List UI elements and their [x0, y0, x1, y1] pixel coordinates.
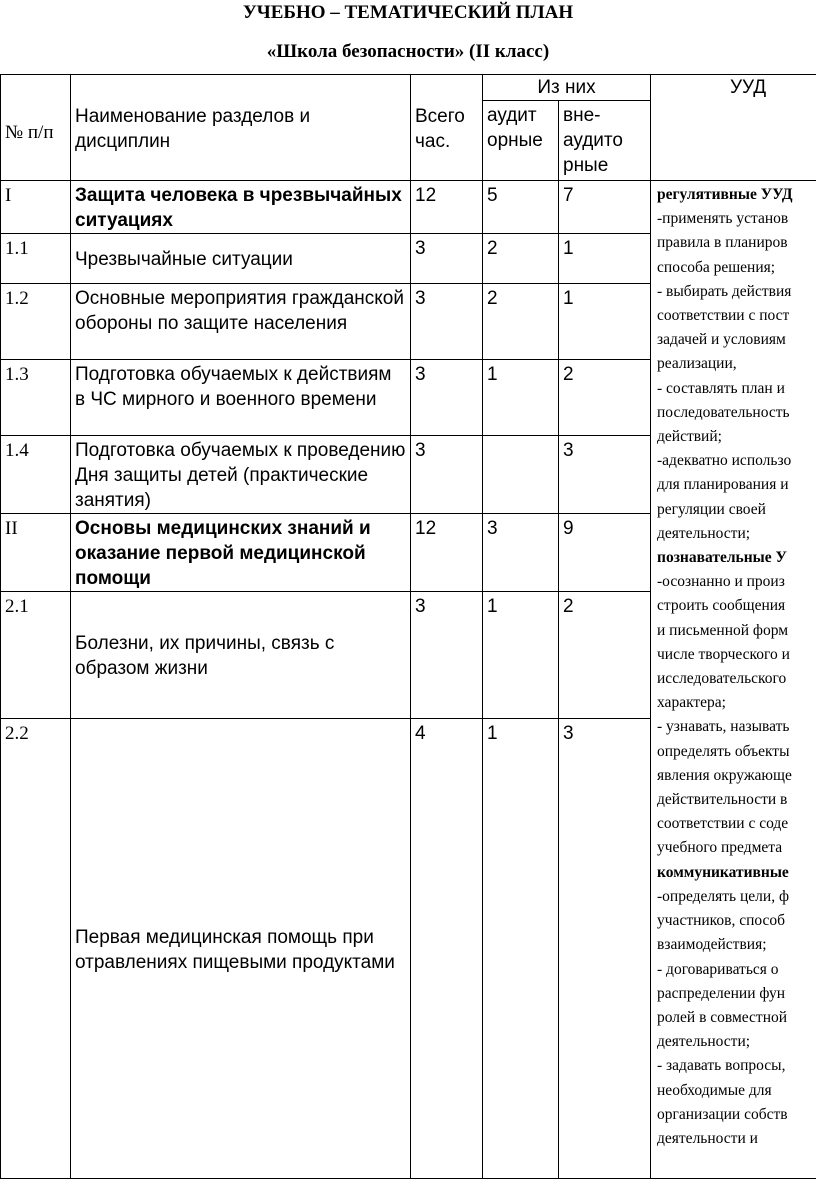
uud-line: взаимодействия;: [657, 936, 767, 954]
uud-line: необходимые для: [657, 1081, 772, 1099]
row-num: 1.3: [1, 360, 71, 436]
row-name: Первая медицинская помощь при отравлениях пищевыми продуктами: [71, 719, 411, 1179]
row-extra: 9: [559, 514, 651, 592]
uud-line: исследовательского: [657, 670, 787, 688]
row-num: II: [1, 514, 71, 592]
row-aud: 5: [483, 181, 559, 234]
row-total: 3: [411, 234, 483, 284]
row-name: Болезни, их причины, связь с образом жизни: [71, 592, 411, 719]
row-name: Основы медицинских знаний и оказание первой медицинской помощи: [71, 514, 411, 592]
row-extra: 2: [559, 592, 651, 719]
row-num: 1.4: [1, 436, 71, 514]
uud-line: -определять цели, ф: [657, 887, 789, 905]
uud-line: определять объекты: [657, 742, 790, 760]
row-extra: 7: [559, 181, 651, 234]
uud-line: деятельности и: [657, 1129, 758, 1147]
row-aud: 3: [483, 514, 559, 592]
uud-line: коммуникативные: [657, 863, 789, 881]
uud-line: явления окружающе: [657, 766, 792, 784]
row-aud: 1: [483, 360, 559, 436]
uud-line: - составлять план и: [657, 379, 785, 397]
uud-line: строить сообщения: [657, 597, 786, 615]
row-name: Чрезвычайные ситуации: [71, 234, 411, 284]
uud-line: реализации,: [657, 355, 737, 373]
row-name: Основные мероприятия гражданской обороны по защите населения: [71, 284, 411, 360]
uud-line: - выбирать действия: [657, 282, 792, 300]
uud-line: - задавать вопросы,: [657, 1057, 786, 1075]
row-total: 12: [411, 181, 483, 234]
uud-line: участников, способ: [657, 912, 786, 930]
uud-line: деятельности;: [657, 524, 751, 542]
uud-line: регулятивные УУД: [657, 186, 793, 203]
row-total: 12: [411, 514, 483, 592]
uud-line: учебного предмета: [657, 839, 783, 857]
header-total-hours: Всего час.: [411, 75, 483, 181]
uud-line: действительности в: [657, 791, 788, 809]
row-aud: 1: [483, 719, 559, 1179]
page-subtitle: «Школа безопасности» (II класс): [266, 41, 550, 62]
uud-line: деятельности;: [657, 1033, 751, 1051]
header-of-them: Из них: [483, 75, 651, 101]
uud-line: -адекватно использо: [657, 452, 792, 470]
row-extra: 3: [559, 719, 651, 1179]
row-extra: 1: [559, 234, 651, 284]
row-num: 2.1: [1, 592, 71, 719]
row-total: 3: [411, 592, 483, 719]
row-extra: 3: [559, 436, 651, 514]
uud-line: для планирования и: [657, 476, 789, 494]
uud-line: регуляции своей: [657, 500, 766, 518]
uud-line: последовательность: [657, 403, 790, 421]
row-aud: 2: [483, 284, 559, 360]
row-aud: [483, 436, 559, 514]
row-name: Подготовка обучаемых к действиям в ЧС мирного и военного времени: [71, 360, 411, 436]
uud-line: задачей и условиям: [657, 331, 786, 349]
uud-line: познавательные У: [657, 549, 787, 567]
uud-cell: [651, 181, 816, 1179]
row-total: 4: [411, 719, 483, 1179]
row-name: Подготовка обучаемых к проведению Дня защиты детей (практические занятия): [71, 436, 411, 514]
uud-line: распределении фун: [657, 984, 786, 1002]
uud-line: действий;: [657, 428, 722, 446]
row-num: 1.1: [1, 234, 71, 284]
row-total: 3: [411, 436, 483, 514]
uud-line: организации собств: [657, 1105, 788, 1123]
page-title: УЧЕБНО – ТЕМАТИЧЕСКИЙ ПЛАН: [242, 2, 574, 23]
uud-line: характера;: [657, 694, 726, 712]
uud-line: -применять установ: [657, 210, 789, 228]
row-extra: 1: [559, 284, 651, 360]
uud-line: числе творческого и: [657, 645, 790, 663]
row-aud: 2: [483, 234, 559, 284]
header-extra-auditory: вне-аудито рные: [559, 101, 651, 181]
header-name: Наименование разделов и дисциплин: [71, 75, 411, 181]
uud-line: -осознанно и произ: [657, 573, 785, 591]
uud-line: соответствии с соде: [657, 815, 789, 833]
row-name: Защита человека в чрезвычайных ситуациях: [71, 181, 411, 234]
uud-line: соответствии с пост: [657, 307, 790, 325]
uud-line: ролей в совместной: [657, 1008, 788, 1026]
row-num: 1.2: [1, 284, 71, 360]
uud-line: - договариваться о: [657, 960, 779, 978]
uud-line: правила в планиров: [657, 234, 788, 252]
header-auditory: аудит орные: [483, 101, 559, 181]
row-total: 3: [411, 360, 483, 436]
row-num: 2.2: [1, 719, 71, 1179]
header-num: № п/п: [1, 75, 71, 181]
uud-line: и письменной форм: [657, 621, 789, 639]
row-aud: 1: [483, 592, 559, 719]
uud-line: способа решения;: [657, 258, 776, 276]
header-uud: УУД: [651, 75, 816, 181]
row-total: 3: [411, 284, 483, 360]
row-num: I: [1, 181, 71, 234]
row-extra: 2: [559, 360, 651, 436]
plan-table: [0, 74, 816, 1179]
uud-line: - узнавать, называть: [657, 718, 790, 736]
